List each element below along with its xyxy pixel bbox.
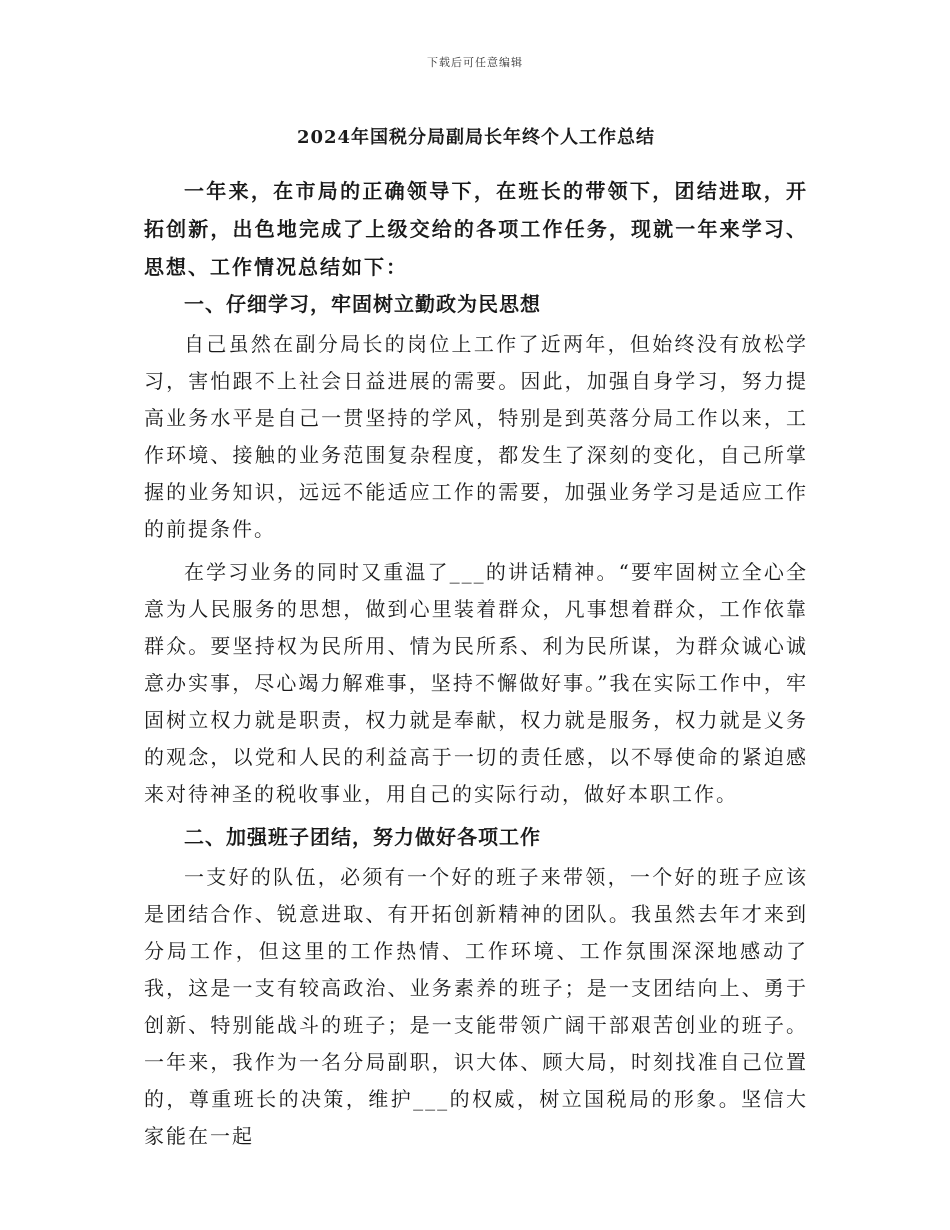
section-2-heading: 二、加强班子团结，努力做好各项工作 xyxy=(184,825,541,849)
document-body xyxy=(144,118,808,1161)
section-1-paragraph-2: 在学习业务的同时又重温了___的讲话精神。“要牢固树立全心全意为人民服务的思想，做到心里装着群众，凡事想着群众，工作依靠群众。要坚持权为民所用、情为民所系、利为民所谋，为群众诚心诚意办实事，尽心竭力解难事，坚持不懈做好事。”我在实际工作中，牢固树立权力就是职责，权力就是奉献，权力就是服务，权力就是义务的观念，以党和人民的利益高于一切的责任感，以不辱使命的紧迫感来对待神圣的税收事业，用自己的实际行动，做好本职工作。 xyxy=(144,560,808,806)
section-2-paragraph-1: 一支好的队伍，必须有一个好的班子来带领，一个好的班子应该是团结合作、锐意进取、有开拓创新精神的团队。我虽然去年才来到分局工作，但这里的工作热情、工作环境、工作氛围深深地感动了我，这是一支有较高政治、业务素养的班子；是一支团结向上、勇于创新、特别能战斗的班子；是一支能带领广阔干部艰苦创业的班子。一年来，我作为一名分局副职，识大体、顾大局，时刻找准自己位置的，尊重班长的决策，维护___的权威，树立国税局的形象。坚信大家能在一起 xyxy=(144,865,808,1148)
intro-paragraph: 一年来，在市局的正确领导下，在班长的带领下，团结进取，开拓创新，出色地完成了上级交给的各项工作任务，现就一年来学习、思想、工作情况总结如下： xyxy=(144,179,808,279)
page-header-note: 下载后可任意编辑 xyxy=(427,56,523,69)
section-1-paragraph-1: 自己虽然在副分局长的岗位上工作了近两年，但始终没有放松学习，害怕跟不上社会日益进展的需要。因此，加强自身学习，努力提高业务水平是自己一贯坚持的学风，特别是到英落分局工作以来，工作环境、接触的业务范围复杂程度，都发生了深刻的变化，自己所掌握的业务知识，远远不能适应工作的需要，加强业务学习是适应工作的前提条件。 xyxy=(144,332,808,541)
section-1-heading: 一、仔细学习，牢固树立勤政为民思想 xyxy=(184,292,541,316)
document-title: 2024年国税分局副局长年终个人工作总结 xyxy=(296,127,656,148)
